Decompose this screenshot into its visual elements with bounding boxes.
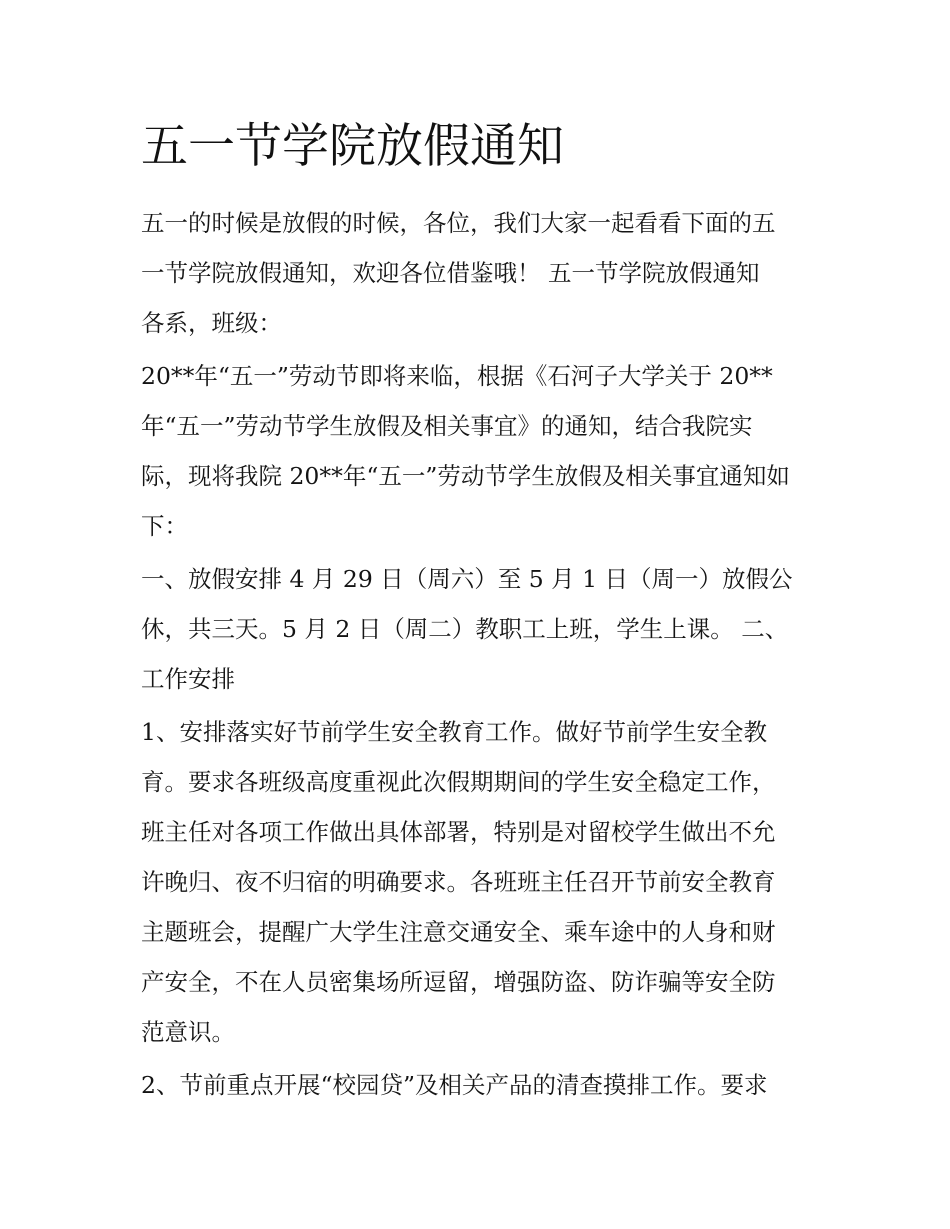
document-title: 五一节学院放假通知 <box>141 119 564 174</box>
body-line: 20**年“五一”劳动节即将来临，根据《石河子大学关于 20** <box>141 362 773 390</box>
body-line: 班主任对各项工作做出具体部署，特别是对留校学生做出不允 <box>141 818 776 846</box>
body-line: 下： <box>141 512 188 540</box>
body-line: 育。要求各班级高度重视此次假期期间的学生安全稳定工作， <box>141 768 776 796</box>
body-line: 五一的时候是放假的时候，各位，我们大家一起看看下面的五 <box>141 209 776 237</box>
body-line: 工作安排 <box>141 665 235 693</box>
body-line: 一节学院放假通知，欢迎各位借鉴哦！ 五一节学院放假通知 <box>141 259 760 287</box>
body-line: 休，共三天。5 月 2 日（周二）教职工上班，学生上课。 二、 <box>141 615 789 643</box>
body-line: 各系，班级： <box>141 309 282 337</box>
body-line: 一、放假安排 4 月 29 日（周六）至 5 月 1 日（周一）放假公 <box>141 565 793 593</box>
body-line: 年“五一”劳动节学生放假及相关事宜》的通知，结合我院实 <box>141 412 753 440</box>
body-line: 2、节前重点开展“校园贷”及相关产品的清查摸排工作。要求 <box>141 1071 768 1099</box>
body-line: 际，现将我院 20**年“五一”劳动节学生放假及相关事宜通知如 <box>141 462 790 490</box>
body-line: 范意识。 <box>141 1018 235 1046</box>
body-line: 1、安排落实好节前学生安全教育工作。做好节前学生安全教 <box>141 718 767 746</box>
body-line: 许晚归、夜不归宿的明确要求。各班班主任召开节前安全教育 <box>141 868 776 896</box>
body-line: 产安全，不在人员密集场所逗留，增强防盗、防诈骗等安全防 <box>141 968 776 996</box>
body-line: 主题班会，提醒广大学生注意交通安全、乘车途中的人身和财 <box>141 918 776 946</box>
